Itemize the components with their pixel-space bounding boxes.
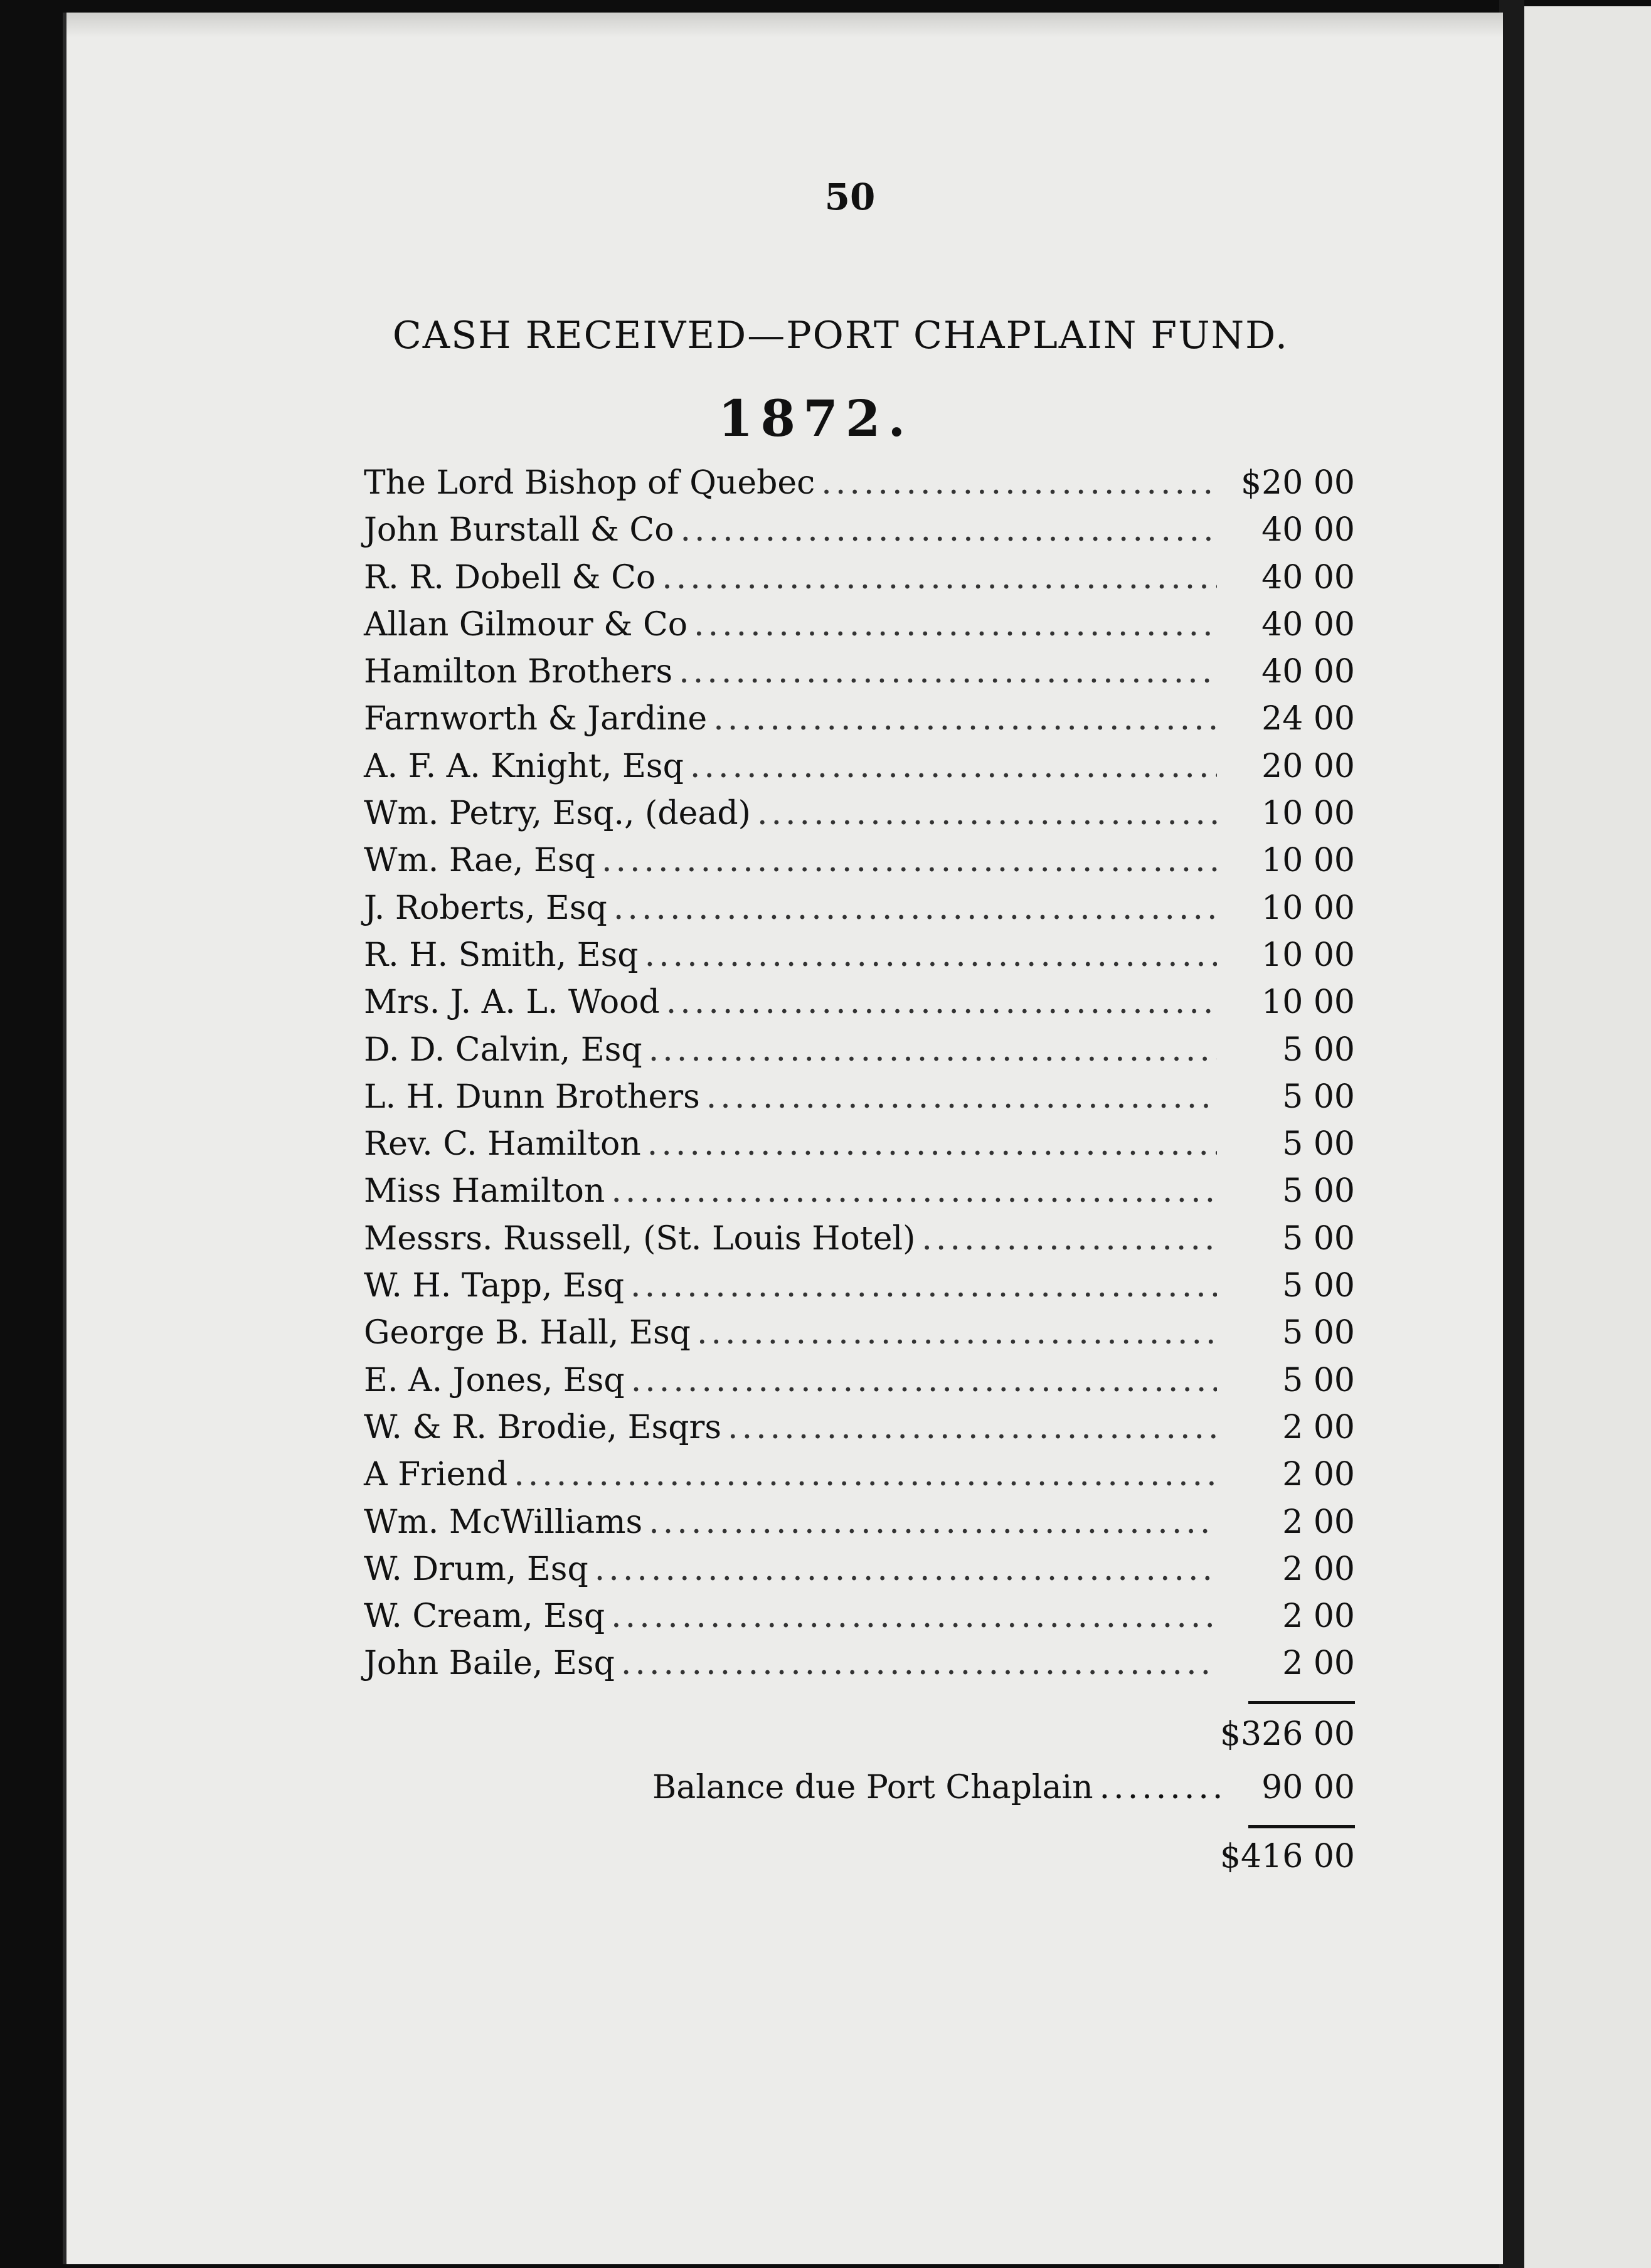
donation-amount: 2 00: [1282, 1456, 1355, 1494]
donation-row: [364, 1645, 1355, 1692]
donation-row: [364, 795, 1355, 842]
donation-row: [364, 1125, 1355, 1172]
leader-dots: [630, 1267, 1217, 1305]
donor-name: E. A. Jones, Esq: [364, 1361, 625, 1399]
leader-dots: [602, 842, 1217, 879]
leader-dots: [514, 1456, 1217, 1493]
donor-name: A Friend: [364, 1456, 508, 1494]
donation-amount: 5 00: [1282, 1172, 1355, 1211]
donation-amount: 5 00: [1282, 1314, 1355, 1352]
donation-row: [364, 748, 1355, 795]
donation-row: [364, 653, 1355, 700]
donor-name: R. R. Dobell & Co: [364, 558, 656, 596]
donation-amount: 24 00: [1261, 700, 1355, 738]
donation-row: [364, 842, 1355, 889]
leader-dots: [681, 511, 1217, 549]
donation-row: [364, 1456, 1355, 1503]
donation-amount: 2 00: [1282, 1550, 1355, 1588]
donation-amount: 5 00: [1282, 1267, 1355, 1305]
donation-row: [364, 889, 1355, 936]
donation-amount: 40 00: [1261, 558, 1355, 596]
donation-row: [364, 936, 1355, 983]
leader-dots: [679, 653, 1217, 691]
donation-row: [364, 700, 1355, 747]
leader-dots: [728, 1409, 1217, 1446]
total-rule: [1248, 1825, 1355, 1828]
donation-amount: 10 00: [1261, 936, 1355, 974]
leader-dots: [921, 1220, 1217, 1258]
leader-dots: [706, 1078, 1217, 1116]
donation-amount: 5 00: [1282, 1031, 1355, 1069]
donation-row: [364, 1078, 1355, 1125]
leader-dots: [821, 464, 1217, 502]
donor-name: John Burstall & Co: [364, 511, 674, 549]
donor-name: R. H. Smith, Esq: [364, 936, 639, 974]
leader-dots: [666, 983, 1217, 1021]
donation-row: [364, 1267, 1355, 1314]
donor-name: Miss Hamilton: [364, 1172, 605, 1211]
donor-name: L. H. Dunn Brothers: [364, 1078, 700, 1116]
donation-row: [364, 559, 1355, 606]
leader-dots: [694, 606, 1217, 644]
donation-row: [364, 1172, 1355, 1219]
leader-dots: [647, 1125, 1217, 1163]
donor-name: W. Drum, Esq: [364, 1550, 588, 1588]
donor-name: Wm. McWilliams: [364, 1503, 643, 1541]
donor-name: D. D. Calvin, Esq: [364, 1031, 642, 1069]
subtotal-rule: [1248, 1701, 1355, 1704]
donation-amount: 5 00: [1282, 1078, 1355, 1116]
donation-row: [364, 1598, 1355, 1645]
donation-row: [364, 464, 1355, 511]
donor-name: Wm. Petry, Esq., (dead): [364, 795, 751, 833]
donor-name: W. H. Tapp, Esq: [364, 1267, 625, 1305]
leader-dots: [649, 1031, 1217, 1069]
donation-amount: 10 00: [1261, 983, 1355, 1022]
donation-row: [364, 1503, 1355, 1550]
leader-dots: [662, 559, 1217, 596]
facing-page-edge: [1524, 6, 1651, 2268]
donation-row: [364, 983, 1355, 1031]
donation-amount: 10 00: [1261, 889, 1355, 927]
donation-amount: 5 00: [1282, 1125, 1355, 1163]
donation-row: [364, 606, 1355, 653]
leader-dots: [1100, 1769, 1229, 1806]
donor-name: Farnworth & Jardine: [364, 700, 708, 738]
donation-amount: 5 00: [1282, 1361, 1355, 1399]
leader-dots: [713, 700, 1217, 738]
total-amount: $416 00: [1219, 1838, 1355, 1875]
leader-dots: [611, 1172, 1217, 1210]
leader-dots: [697, 1314, 1217, 1352]
donor-name: Mrs. J. A. L. Wood: [364, 983, 660, 1022]
donor-name: The Lord Bishop of Quebec: [364, 464, 815, 502]
donation-amount: 2 00: [1282, 1598, 1355, 1636]
donation-row: [364, 1362, 1355, 1409]
donor-name: George B. Hall, Esq: [364, 1314, 691, 1352]
donor-name: John Baile, Esq: [364, 1645, 615, 1683]
leader-dots: [645, 936, 1217, 974]
donation-list: [364, 464, 1355, 1692]
donor-name: W. & R. Brodie, Esqrs: [364, 1408, 722, 1446]
donor-name: W. Cream, Esq: [364, 1598, 605, 1636]
leader-dots: [611, 1598, 1217, 1635]
donor-name: Messrs. Russell, (St. Louis Hotel): [364, 1219, 916, 1258]
leader-dots: [595, 1550, 1217, 1588]
binding-shadow: [1499, 0, 1524, 2268]
donation-amount: 10 00: [1261, 842, 1355, 880]
leader-dots: [621, 1645, 1217, 1682]
donation-row: [364, 1314, 1355, 1361]
donation-amount: 2 00: [1282, 1408, 1355, 1446]
donor-name: Rev. C. Hamilton: [364, 1125, 641, 1163]
subtotal-amount: $326 00: [1219, 1715, 1355, 1753]
donor-name: A. F. A. Knight, Esq: [364, 747, 684, 785]
donation-amount: 2 00: [1282, 1503, 1355, 1541]
donation-amount: 2 00: [1282, 1645, 1355, 1683]
donation-amount: 20 00: [1261, 747, 1355, 785]
leader-dots: [757, 795, 1217, 832]
leader-dots: [613, 889, 1217, 927]
leader-dots: [690, 748, 1217, 785]
donor-name: Hamilton Brothers: [364, 653, 673, 691]
balance-amount: 90 00: [1261, 1769, 1355, 1806]
donation-row: [364, 1031, 1355, 1078]
donation-amount: $20 00: [1241, 464, 1355, 502]
leader-dots: [649, 1503, 1217, 1541]
donation-row: [364, 1220, 1355, 1267]
donor-name: Allan Gilmour & Co: [364, 605, 688, 644]
donation-amount: 10 00: [1261, 795, 1355, 833]
donation-row: [364, 1409, 1355, 1456]
donor-name: J. Roberts, Esq: [364, 889, 607, 927]
year-heading: 1872.: [718, 389, 913, 448]
donor-name: Wm. Rae, Esq: [364, 842, 595, 880]
leader-dots: [631, 1362, 1217, 1399]
balance-row: [652, 1769, 1355, 1806]
page-number: 50: [824, 176, 876, 218]
donation-row: [364, 1550, 1355, 1598]
donation-amount: 40 00: [1261, 605, 1355, 644]
page-heading: CASH RECEIVED—PORT CHAPLAIN FUND.: [392, 314, 1289, 358]
donation-amount: 5 00: [1282, 1219, 1355, 1258]
donation-amount: 40 00: [1261, 511, 1355, 549]
donation-row: [364, 511, 1355, 558]
donation-amount: 40 00: [1261, 653, 1355, 691]
balance-label: Balance due Port Chaplain: [652, 1769, 1093, 1806]
